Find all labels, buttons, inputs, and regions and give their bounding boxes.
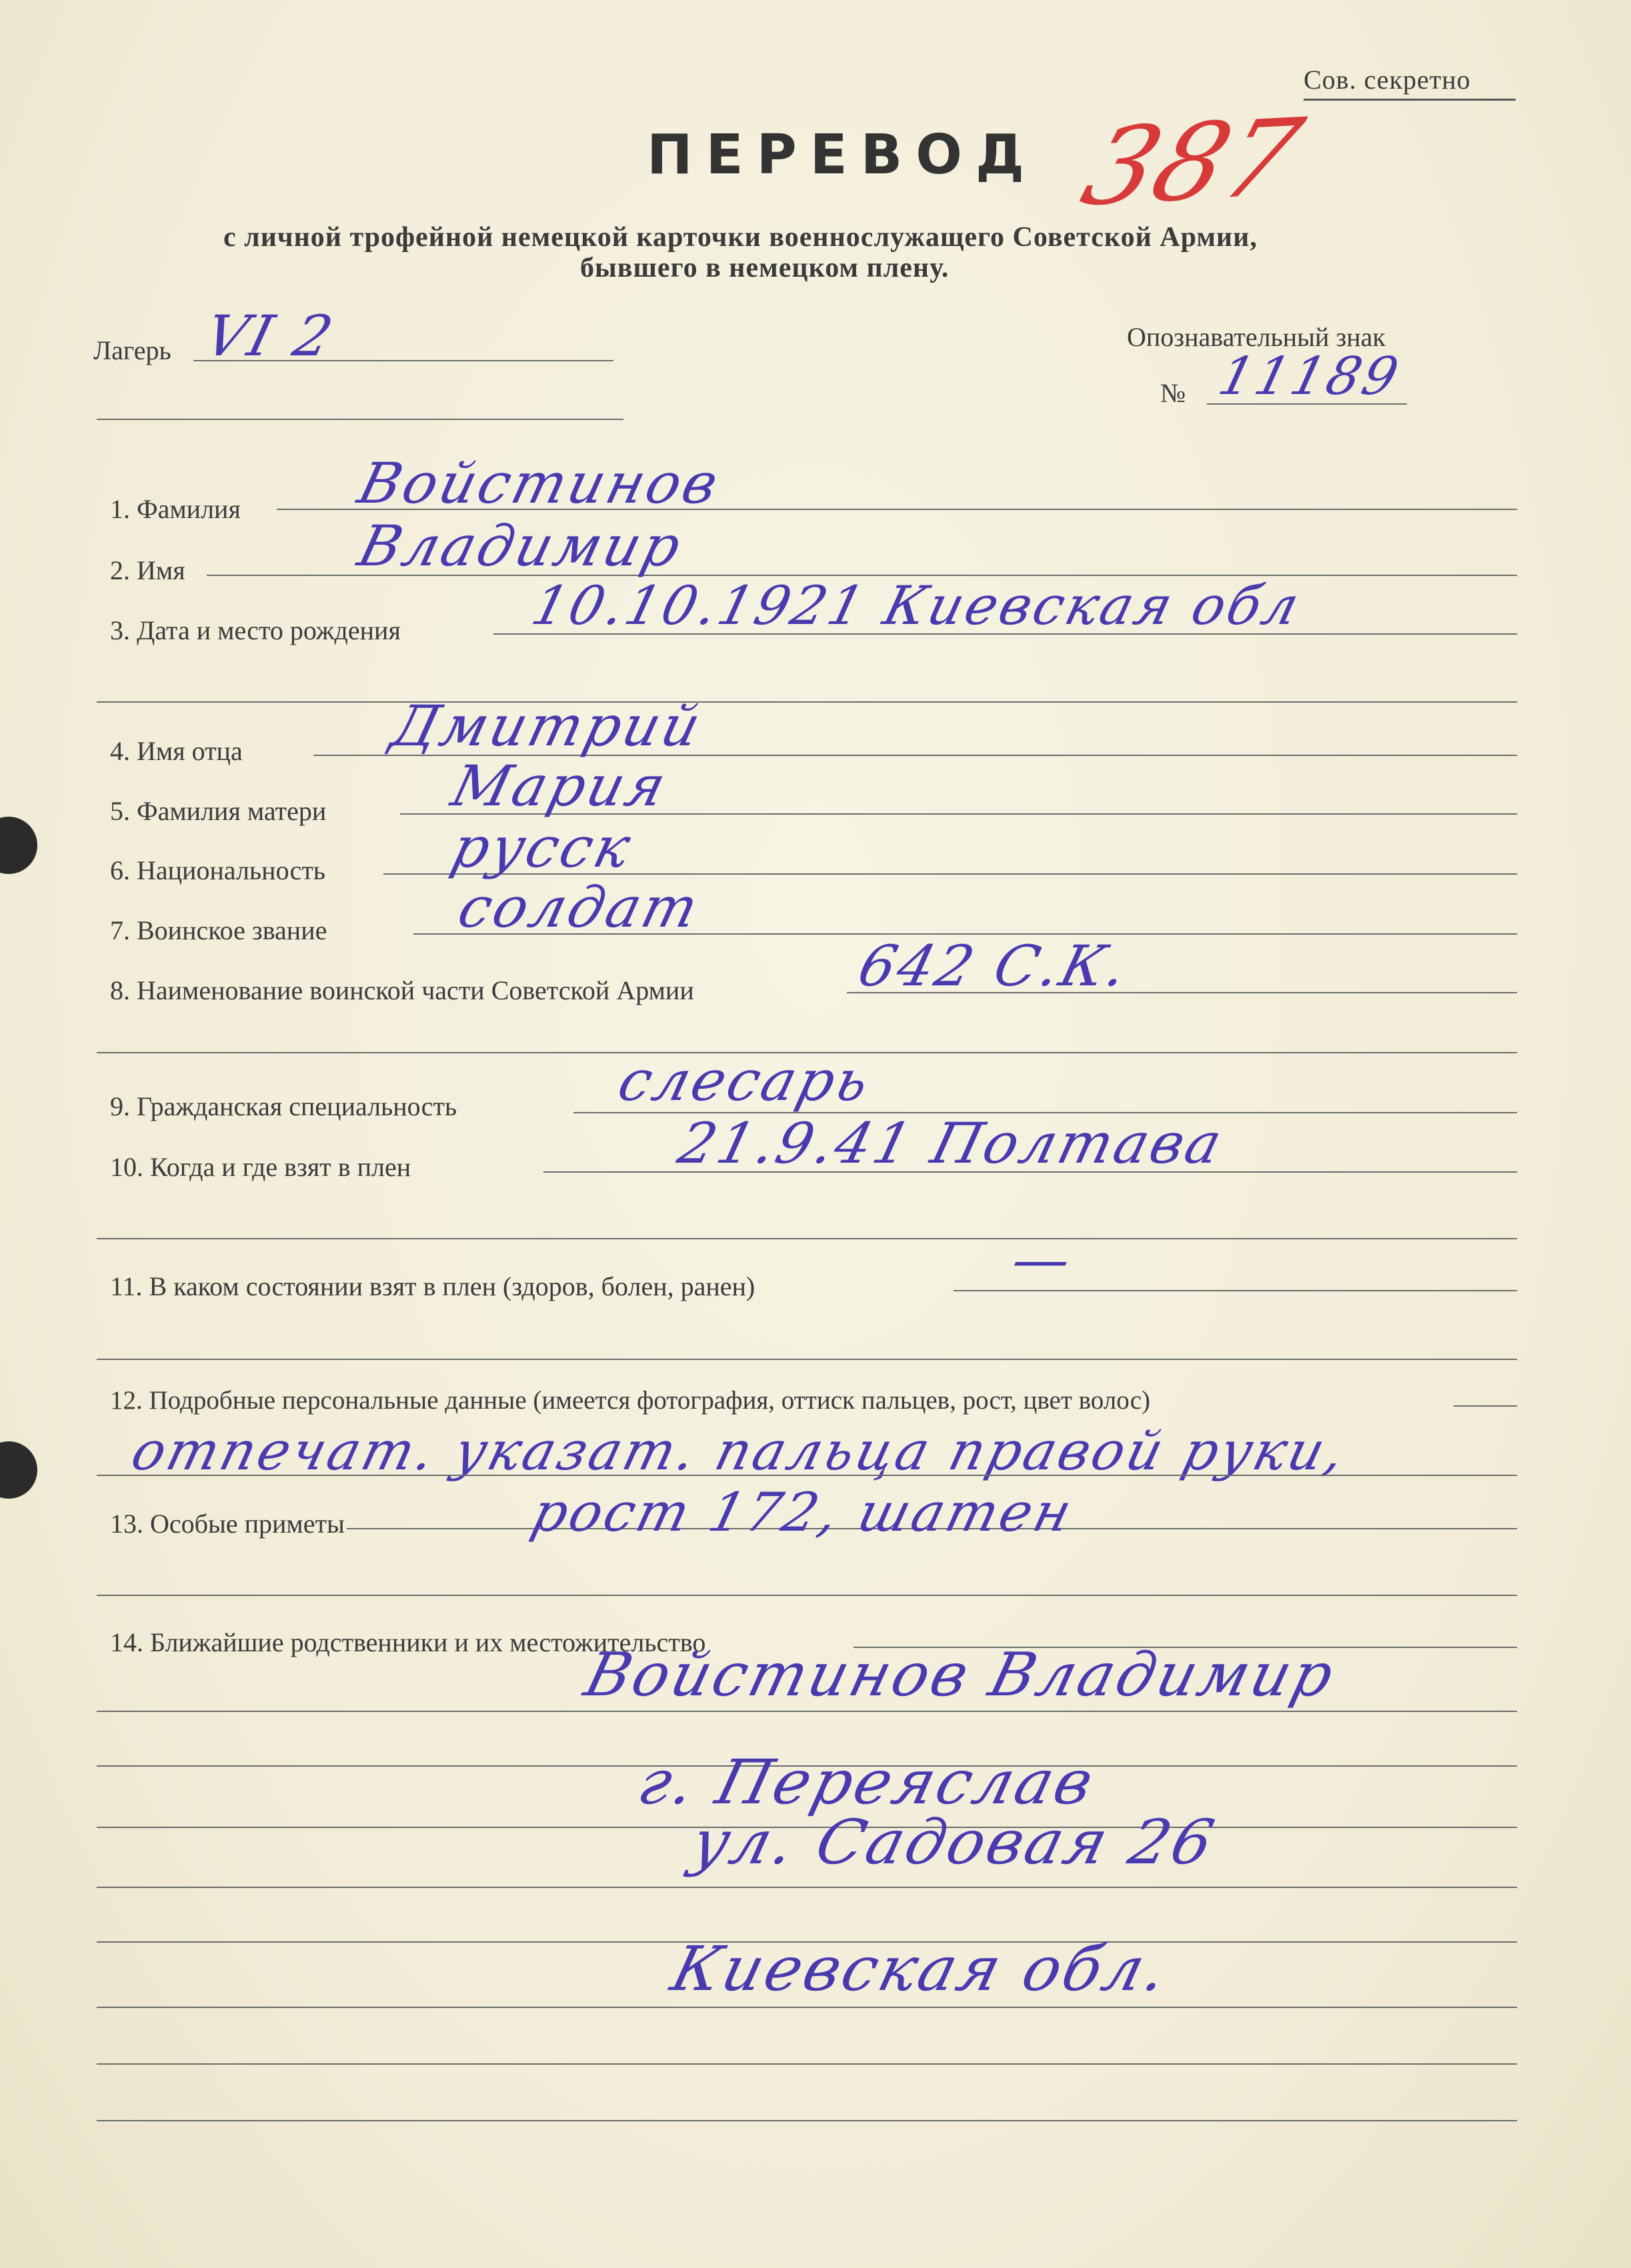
field-father-label: 4. Имя отца <box>110 736 243 766</box>
stamp-number: 387 <box>1069 95 1316 230</box>
id-tag-number-label: № <box>1160 378 1186 408</box>
field-profession-value: слесарь <box>611 1048 879 1113</box>
secret-mark: Сов. секретно <box>1304 65 1471 95</box>
subtitle-line-2: бывшего в немецком плену. <box>580 253 950 283</box>
field-rank-value: солдат <box>451 875 707 940</box>
relatives-address-line-1: г. Переяслав <box>631 1747 1103 1818</box>
field-mother-label: 5. Фамилия матери <box>110 796 327 826</box>
field-profession-label: 9. Гражданская специальность <box>110 1091 457 1121</box>
subtitle-line-1: с личной трофейной немецкой карточки военнослужащего Советской Армии, <box>223 222 1258 253</box>
relatives-address-line-2: ул. Садовая 26 <box>684 1807 1224 1878</box>
camp-value: VI 2 <box>198 303 342 369</box>
field-unit-label: 8. Наименование воинской части Советской Армии <box>110 975 694 1005</box>
field-personal-label: 12. Подробные персональные данные (имеется фотография, оттиск пальцев, рост, цвет волос) <box>110 1386 1150 1415</box>
field-unit-value: 642 С.К. <box>852 933 1136 999</box>
id-tag-value: 11189 <box>1212 347 1407 407</box>
field-captured-value: 21.9.41 Полтава <box>671 1111 1231 1176</box>
field-name-value: Владимир <box>351 513 690 579</box>
camp-label: Лагерь <box>93 335 171 365</box>
field-nationality-value: русск <box>445 815 639 880</box>
field-surname-value: Войстинов <box>351 451 727 516</box>
field-mother-value: Мария <box>445 753 675 819</box>
field-birth-value: 10.10.1921 Киевская обл <box>525 575 1308 637</box>
field-father-value: Дмитрий <box>385 693 709 759</box>
field-condition-value: — <box>1005 1227 1081 1292</box>
field-personal-value: отпечат. указат. пальца правой руки, <box>125 1420 1354 1482</box>
field-marks-label: 13. Особые приметы <box>110 1509 345 1539</box>
field-name-label: 2. Имя <box>110 555 185 585</box>
page-title: ПЕРЕВОД <box>647 123 1038 187</box>
field-rank-label: 7. Воинское звание <box>110 915 327 945</box>
punch-hole-top <box>0 817 37 874</box>
field-condition-label: 11. В каком состоянии взят в плен (здоров, болен, ранен) <box>110 1271 755 1301</box>
id-tag-label: Опознавательный знак <box>1127 322 1386 352</box>
field-surname-label: 1. Фамилия <box>110 494 241 524</box>
punch-hole-bottom <box>0 1441 37 1499</box>
field-relatives-value: Войстинов Владимир <box>577 1640 1343 1710</box>
field-marks-value: рост 172, шатен <box>525 1481 1080 1543</box>
relatives-address-line-3: Киевская обл. <box>664 1933 1177 2005</box>
field-nationality-label: 6. Национальность <box>110 855 326 885</box>
field-captured-label: 10. Когда и где взят в плен <box>110 1152 411 1182</box>
field-relatives-label: 14. Ближайшие родственники и их местожительство <box>110 1627 706 1657</box>
field-birth-label: 3. Дата и место рождения <box>110 615 401 645</box>
